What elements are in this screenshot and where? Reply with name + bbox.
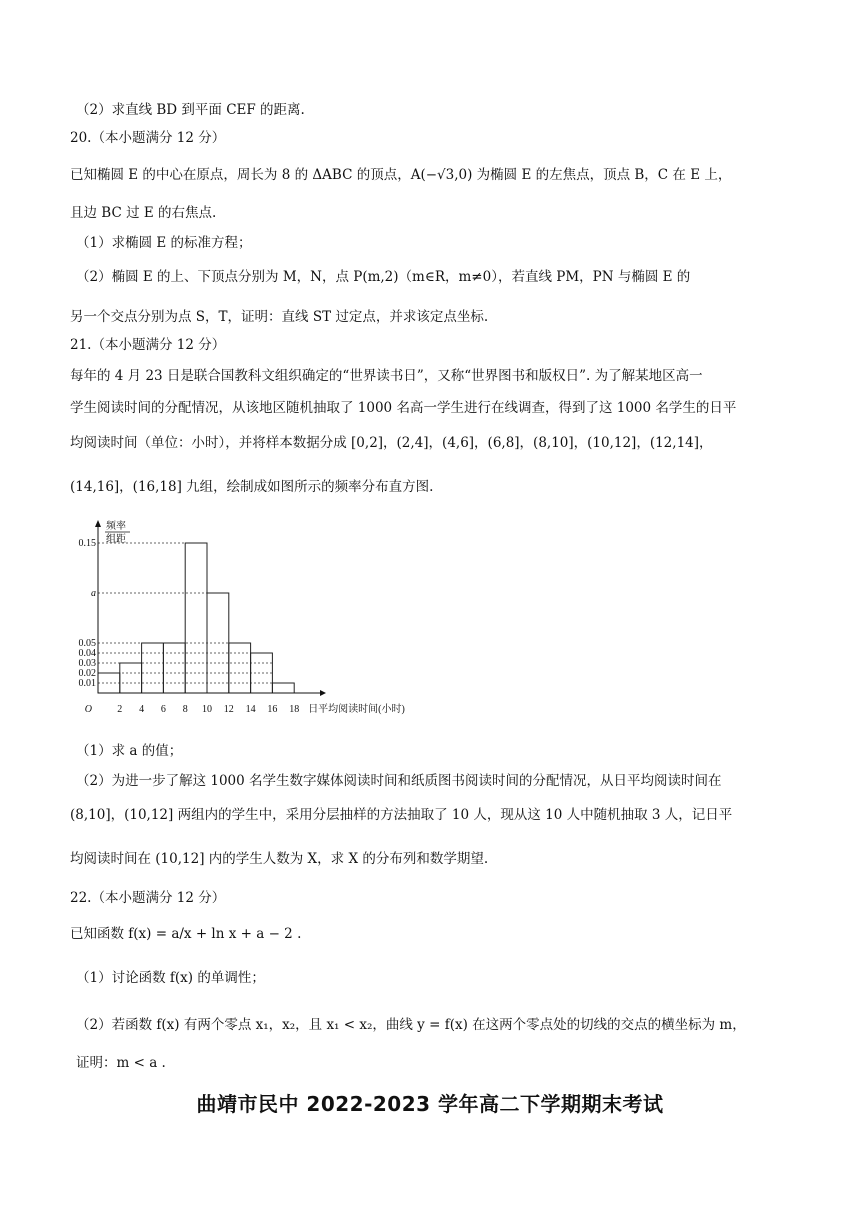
- x-axis-arrow: [320, 690, 326, 696]
- y-axis-arrow: [95, 520, 101, 527]
- q21-text-c: 均阅读时间（单位：小时），并将样本数据分成 [0,2]，(2,4]，(4,6]，(6,8]，(8,10]，(10,12]，(12,14]，: [70, 435, 713, 451]
- histogram-bar: [142, 643, 164, 693]
- q20-text-b: 且边 BC 过 E 的右焦点.: [70, 205, 217, 221]
- q20-text-a: 已知椭圆 E 的中心在原点，周长为 8 的 ΔABC 的顶点，A(−√3,0) 为椭圆 E 的左焦点，顶点 B，C 在 E 上，: [70, 167, 732, 183]
- q21-part2-a: （2）为进一步了解这 1000 名学生数字媒体阅读时间和纸质图书阅读时间的分配情况，从日平均阅读时间在: [76, 773, 722, 789]
- histogram-bar: [185, 543, 207, 693]
- q19-part2: （2）求直线 BD 到平面 CEF 的距离.: [76, 102, 305, 118]
- q20-part2-b: 另一个交点分别为点 S，T，证明：直线 ST 过定点，并求该定点坐标.: [70, 309, 489, 325]
- q21-heading: 21.（本小题满分 12 分）: [70, 337, 226, 353]
- histogram-bar: [120, 663, 142, 693]
- x-tick-label: 14: [245, 704, 256, 715]
- x-tick-label: 6: [160, 704, 166, 715]
- q21-text-d: (14,16]，(16,18] 九组，绘制成如图所示的频率分布直方图.: [70, 479, 434, 495]
- x-tick-label: 8: [182, 704, 188, 715]
- q21-part2-c: 均阅读时间在 (10,12] 内的学生人数为 X，求 X 的分布列和数学期望.: [70, 851, 489, 867]
- y-axis-label-bottom: 组距: [106, 534, 126, 545]
- q21-part2-b: (8,10]，(10,12] 两组内的学生中，采用分层抽样的方法抽取了 10 人，现从这 10 人中随机抽取 3 人，记日平: [70, 807, 733, 823]
- histogram-bar: [251, 653, 273, 693]
- q20-part1: （1）求椭圆 E 的标准方程；: [76, 235, 252, 251]
- histogram-bar: [163, 643, 185, 693]
- q21-text-a: 每年的 4 月 23 日是联合国教科文组织确定的“世界读书日”，又称“世界图书和版权日”. 为了解某地区高一: [70, 368, 703, 384]
- x-tick-label: 16: [267, 704, 278, 715]
- q22-part2-b: 证明：m < a .: [76, 1055, 166, 1071]
- exam-title: 曲靖市民中 2022-2023 学年高二下学期期末考试: [196, 1092, 664, 1116]
- q22-heading: 22.（本小题满分 12 分）: [70, 890, 226, 906]
- x-axis-label: 日平均阅读时间(小时): [308, 704, 405, 715]
- q21-part1: （1）求 a 的值；: [76, 743, 183, 759]
- q22-part1: （1）讨论函数 f(x) 的单调性；: [76, 970, 265, 986]
- origin-label: O: [84, 704, 92, 715]
- x-tick-label: 12: [223, 704, 234, 715]
- frequency-histogram: [68, 515, 428, 727]
- q21-text-b: 学生阅读时间的分配情况，从该地区随机抽取了 1000 名高一学生进行在线调查，得到了这 1000 名学生的日平: [70, 400, 737, 416]
- y-tick-label: 0.05: [78, 638, 96, 649]
- q22-part2-a: （2）若函数 f(x) 有两个零点 x₁，x₂，且 x₁ < x₂，曲线 y = f(x) 在这两个零点处的切线的交点的横坐标为 m，: [76, 1017, 746, 1033]
- x-tick-label: 10: [202, 704, 212, 715]
- y-axis-label-top: 频率: [106, 521, 126, 532]
- q20-heading: 20.（本小题满分 12 分）: [70, 130, 226, 146]
- x-tick-label: 2: [117, 704, 123, 715]
- x-tick-label: 4: [139, 704, 145, 715]
- histogram-bar: [98, 673, 120, 693]
- y-tick-label: 0.02: [78, 668, 96, 679]
- histogram-bar: [229, 643, 251, 693]
- y-tick-label: 0.01: [78, 678, 96, 689]
- q20-part2-a: （2）椭圆 E 的上、下顶点分别为 M，N，点 P(m,2)（m∈R，m≠0），若直线 PM，PN 与椭圆 E 的: [76, 269, 691, 285]
- x-tick-label: 18: [289, 704, 300, 715]
- y-tick-label: a: [91, 588, 96, 599]
- histogram-bar: [272, 683, 294, 693]
- y-tick-label: 0.15: [78, 538, 96, 549]
- q22-text-a: 已知函数 f(x) = a/x + ln x + a − 2 .: [70, 926, 302, 942]
- y-tick-label: 0.03: [78, 658, 96, 669]
- y-tick-label: 0.04: [78, 648, 96, 659]
